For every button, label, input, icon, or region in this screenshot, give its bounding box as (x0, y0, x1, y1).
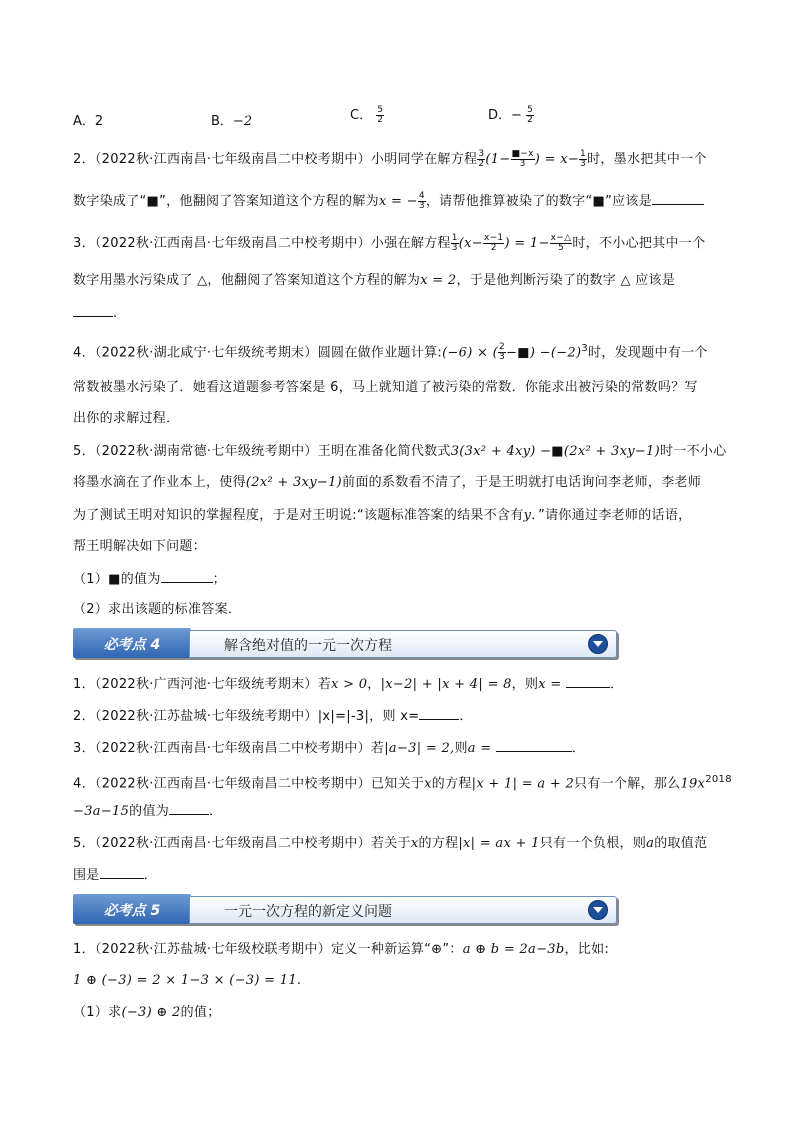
q3-inner-fraction: $\frac{x-1}{2}$ (483, 233, 504, 253)
option-a-text: A．2 (73, 114, 104, 129)
section-title-5: 一元一次方程的新定义问题 (224, 904, 392, 920)
q2-text: 2．（2022秋·江西南昌·七年级南昌二中校考期中）小明同学在解方程 (73, 152, 478, 167)
option-c-label: C． (350, 108, 373, 123)
q4-expr-b: −■) −(−2) (506, 345, 582, 361)
s5-q1-sub1-text: （1）求 (73, 1005, 122, 1020)
q5-text-tail: 时一不小心 (660, 444, 727, 459)
q5-line2-tail: 前面的系数看不清了，于是王明就打电话询问李老师，李老师 (342, 475, 702, 490)
s4-q5-line2-text: 围是 (73, 868, 100, 883)
section-title-bar-4 (189, 630, 617, 658)
s4-q2 (73, 707, 473, 726)
q2-line2 (73, 192, 704, 211)
q3-line2-text: 数字用墨水污染成了 △，他翻阅了答案知道这个方程的解为 (73, 273, 421, 288)
s4-q4-line1 (73, 771, 732, 793)
s5-q1-sub1 (73, 1004, 221, 1022)
s4-q5-line2 (73, 866, 157, 885)
q2-lead-fraction: $\frac{3}{2}$ (478, 149, 485, 169)
s4-q1 (73, 675, 623, 694)
q2-solution: x = − (378, 194, 418, 209)
q3-solution: x = 2 (420, 273, 457, 288)
q3-rhs-fraction: $\frac{x-\triangle}{5}$ (550, 233, 572, 253)
q2-inner-fraction: $\frac{■-x}{3}$ (511, 149, 534, 169)
s4-q2-blank[interactable] (419, 707, 459, 720)
s4-q3-text: 3．（2022秋·江西南昌·七年级南昌二中校考期中）若 (73, 741, 385, 756)
q4-line1 (73, 340, 708, 362)
s4-q5-variable-a: a (646, 836, 655, 851)
s4-q1-text: 1．（2022秋·广西河池·七年级统考期末）若 (73, 677, 332, 692)
s4-q4-exponent: 2018 (705, 774, 732, 785)
chevron-down-icon[interactable] (588, 634, 608, 654)
option-d-fraction: $\frac{5}{2}$ (527, 105, 533, 125)
section-title-4: 解含绝对值的一元一次方程 (224, 638, 392, 654)
q4-exponent: 3 (581, 343, 589, 354)
s4-q2-text: 2．（2022秋·江苏盐城·七年级统考期中）|x|=|-3|，则 x= (73, 709, 420, 724)
s4-q4-expression: 19x (680, 776, 706, 792)
q2-rhs: = x− (544, 152, 580, 167)
s4-q3-equation: |a−3| = 2, (384, 741, 455, 756)
s4-q3-then: 则 (454, 741, 468, 756)
q5-sub1-blank[interactable] (161, 570, 213, 583)
q4-text-tail: 时，发现题中有一个 (588, 345, 708, 361)
s5-q1-text: 1．（2022秋·江苏盐城·七年级校联考期中）定义一种新运算“ (73, 942, 432, 957)
s4-q4-text: 4．（2022秋·江西南昌·七年级南昌二中校考期中）已知关于 (73, 776, 425, 792)
s4-q3 (73, 739, 585, 758)
s4-q1-condition: x > 0 (331, 677, 368, 692)
q3-line1: 3．（2022秋·江西南昌·七年级南昌二中校考期中）小强在解方程 $\frac{1}{3}$ (x− $\frac{x-1}{2}$ ) = 1− $\frac{x-\triangle}{5}$ 时，不小心把其中一个 (73, 233, 706, 253)
q4-expr-a: (−6) × ( (442, 345, 499, 361)
s4-q5-text-b: 的方程 (418, 836, 459, 851)
q4-line3: 出你的求解过程． (73, 411, 180, 426)
s4-q4-line2-text: 的值为 (129, 804, 170, 819)
q2-line2-text: 数字染成了“■”，他翻阅了答案知道这个方程的解为 (73, 194, 379, 209)
q2-rhs-fraction: $\frac{1}{3}$ (580, 149, 587, 169)
section-badge-5-label: 必考点 5 (103, 903, 161, 919)
q3-line2-tail: ，于是他判断污染了的数字 △ 应该是 (456, 273, 676, 288)
option-b[interactable] (211, 110, 252, 129)
s4-q1-then: ，则 (511, 677, 539, 692)
s5-q1-sub1-expression: (−3) ⊕ 2 (121, 1005, 181, 1020)
q5-sub2: （2）求出该题的标准答案． (73, 602, 242, 617)
q5-sub1-text: （1）■的值为 (73, 572, 161, 587)
s4-q1-comma: ， (367, 677, 381, 692)
q4-line2: 常数被墨水污染了．她看这道题参考答案是 6，马上就知道了被污染的常数．你能求出被污染的常数吗？写 (73, 380, 698, 395)
option-b-label: B． (211, 114, 233, 129)
q2-answer-blank[interactable] (652, 192, 704, 205)
s4-q4-text-c: 只有一个解，那么 (574, 776, 681, 792)
q5-sub1 (73, 570, 226, 589)
q3-line3 (73, 304, 117, 323)
s4-q4-text-b: 的方程 (431, 776, 472, 792)
s5-q1-text-b: ”： (442, 942, 463, 957)
s4-q5-period: ． (143, 868, 157, 883)
s5-q1-example: 1 ⊕ (−3) = 2 × 1−3 × (−3) = 11. (73, 973, 302, 988)
s4-q3-blank[interactable] (496, 739, 572, 752)
option-d-label: D． (488, 108, 512, 123)
s4-q5-equation: |x| = ax + 1 (458, 836, 540, 851)
s4-q4-period: ． (209, 804, 223, 819)
q5-text: 5．（2022秋·湖南常德·七年级统考期中）王明在准备化简代数式 (73, 444, 451, 459)
s5-q1-text-c: ，比如: (564, 942, 610, 957)
s4-q4-variable: x (424, 776, 432, 792)
s4-q1-answer-label: x = (538, 677, 562, 692)
q4-fraction: $\frac{2}{3}$ (499, 342, 506, 363)
option-a[interactable] (73, 110, 103, 129)
section-badge-4-label: 必考点 4 (103, 637, 161, 653)
q5-line3 (73, 507, 691, 525)
s4-q5-blank[interactable] (100, 866, 144, 879)
s4-q5-text-c: 只有一个负根，则 (539, 836, 647, 851)
section-title-bar-5 (189, 896, 617, 924)
q3-text: 3．（2022秋·江西南昌·七年级南昌二中校考期中）小强在解方程 (73, 236, 451, 251)
q5-line2 (73, 474, 701, 492)
q3-line2 (73, 272, 675, 290)
q3-answer-blank[interactable] (73, 304, 113, 317)
q5-line2-text: 将墨水滴在了作业本上，使得 (73, 475, 246, 490)
q3-period: . (113, 306, 118, 321)
s4-q3-period: ． (571, 741, 586, 756)
s5-q1-definition: a ⊕ b = 2a−3b (462, 942, 565, 957)
q5-line1 (73, 443, 727, 461)
option-c[interactable] (350, 104, 384, 125)
s4-q1-blank[interactable] (566, 675, 610, 688)
q2-solution-fraction: $\frac{4}{3}$ (418, 191, 425, 211)
section-banner-5 (73, 894, 615, 924)
option-c-fraction: $\frac{5}{2}$ (377, 105, 383, 125)
s4-q5-text-d: 的取值范 (654, 836, 708, 851)
q3-rhs: = 1− (514, 236, 550, 251)
s4-q1-equation: |x−2| + |x + 4| = 8 (380, 677, 512, 692)
s4-q3-answer-label: a = (467, 741, 492, 756)
section-badge-4 (73, 628, 191, 658)
q4-text: 4．（2022秋·湖北咸宁·七年级统考期末）圆圆在做作业题计算: (73, 345, 443, 361)
s4-q2-period: ． (459, 709, 473, 724)
q2-line1: 2．（2022秋·江西南昌·七年级南昌二中校考期中）小明同学在解方程 $\frac{3}{2}$ (1− $\frac{■-x}{3}$ ) = x− $\frac{1}{3}$ 时，墨水把其中一个 (73, 149, 707, 169)
s4-q4-equation: |x + 1| = a + 2 (471, 776, 575, 792)
q5-expression: 3(3x² + 4xy) −■(2x² + 3xy−1) (450, 444, 660, 459)
q2-text-tail: 时，墨水把其中一个 (587, 152, 707, 167)
s5-q1-operator: ⊕ (431, 942, 443, 957)
s5-q1-line1 (73, 941, 609, 959)
q5-variable-y: y (523, 508, 532, 523)
s4-q5-text: 5．（2022秋·江西南昌·七年级南昌二中校考期中）若关于 (73, 836, 411, 851)
s4-q4-line2 (73, 802, 222, 821)
q3-text-tail: 时，不小心把其中一个 (572, 236, 706, 251)
q5-part: (2x² + 3xy−1) (245, 475, 343, 490)
s5-q1-sub1-tail: 的值； (180, 1005, 221, 1020)
q3-lead-fraction: $\frac{1}{3}$ (451, 233, 458, 253)
s4-q4-expression-2: −3a−15 (73, 804, 130, 819)
q5-line3-text: 为了测试王明对知识的掌握程度，于是对王明说:“该题标准答案的结果不含有 (73, 508, 524, 523)
option-d[interactable] (488, 104, 534, 125)
q5-line3-tail: ．”请你通过李老师的话语， (531, 508, 692, 523)
q5-line4: 帮王明解决如下问题： (73, 539, 207, 554)
section-banner-4 (73, 628, 615, 658)
s4-q5-line1 (73, 835, 707, 853)
s4-q4-blank[interactable] (169, 802, 209, 815)
q5-sub1-tail: ； (212, 572, 226, 587)
section-badge-5 (73, 894, 191, 924)
s4-q1-period: ． (609, 677, 624, 692)
s4-q5-variable: x (410, 836, 419, 851)
option-b-value: −2 (232, 114, 253, 129)
option-d-sign: − (511, 108, 522, 123)
chevron-down-icon[interactable] (588, 900, 608, 920)
q2-line2-tail: ，请帮他推算被染了的数字“■”应该是 (425, 194, 653, 209)
